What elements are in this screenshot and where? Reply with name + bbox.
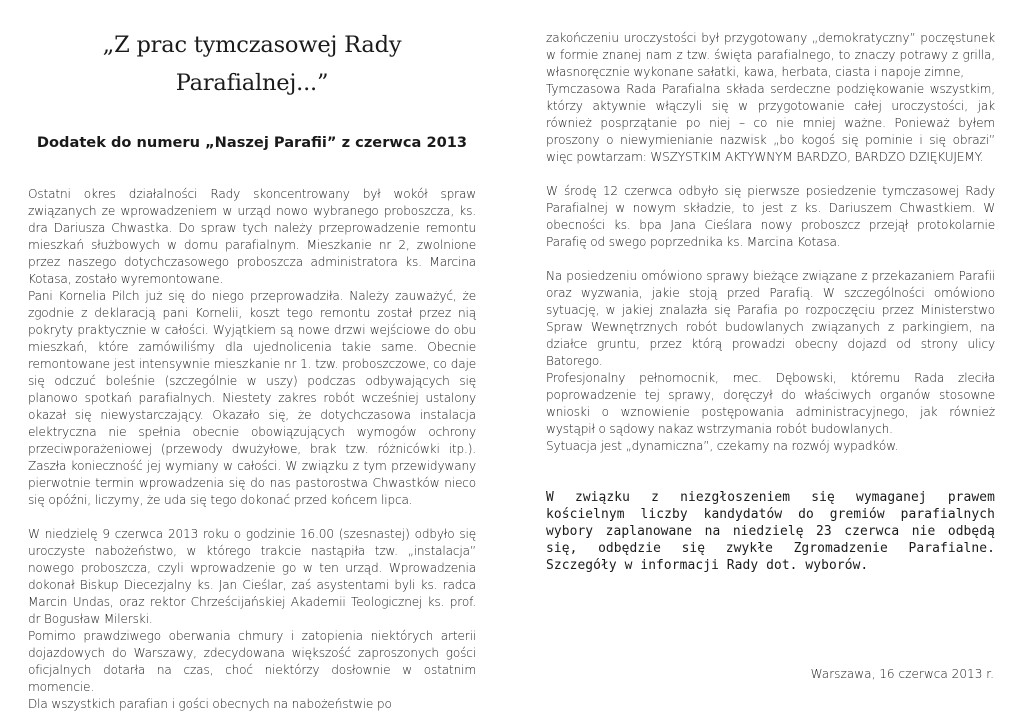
paragraph: Pomimo prawdziwego oberwania chmury i zatopienia niektórych arterii dojazdowych do Warszawy, zdecydowana większość zaproszonych gości oficjalnych dotarła na czas, choć niektórzy dosłownie w ostatnim momencie. [28,629,476,694]
paragraph-gap [546,251,995,268]
left-column-body [28,186,476,713]
right-column [546,30,995,574]
paragraph: W niedzielę 9 czerwca 2013 roku o godzinie 16.00 (szesnastej) odbyło się uroczyste nabożeństwo, w którego trakcie nastąpiła tzw. „instalacja” nowego proboszcza, czyli wprowadzenie go w ten urząd. Wprowadzenia dokonał Biskup Diecezjalny ks. Jan Cieślar, zaś asystentami byli ks. radca Marcin Undas, oraz rektor Chrześcijańskiej Akademii Teologicznej ks. prof. dr Bogusław Milerski. [28,527,476,626]
left-column [28,26,476,713]
paragraph: Pani Kornelia Pilch już się do niego przeprowadziła. Należy zauważyć, że zgodnie z deklaracją pani Kornelii, koszt tego remontu został przez nią pokryty praktycznie w całości. Wyjątkiem są nowe drzwi wejściowe do obu mieszkań, które zamówiliśmy dla ujednolicenia takie same. Obecnie remontowane jest intensywnie mieszkanie nr 1. tzw. proboszczowe, co daje się odczuć boleśnie (szczególnie w uszy) podczas odbywających się planowo spotkań parafialnych. Niestety zakres robót wcześniej ustalony okazał się niewystarczający. Okazało się, że dotychczasowa instalacja elektryczna nie spełnia obecnie obowiązujących wymogów ochrony przeciwporażeniowej (przewody dwużyłowe, brak tzw. różnicówki itp.). Zaszła konieczność jej wymiany w całości. W związku z tym przewidywany pierwotnie termin wprowadzenia się do nas pastorostwa Chwastków nieco się opóźni, liczymy, że uda się tego dokonać przed końcem lipca. [28,289,476,507]
paragraph: Tymczasowa Rada Parafialna składa serdeczne podziękowanie wszystkim, którzy aktywnie włączyli się w przygotowanie całej uroczystości, jak również posprzątanie po niej – co nie mniej ważne. Ponieważ byłem proszony o niewymienianie nazwisk „bo kogoś się pominie i się obrazi” więc powtarzam: WSZYSTKIM AKTYWNYM BARDZO, BARDZO DZIĘKUJEMY. [546,82,995,164]
right-column-body [546,30,995,455]
paragraph: Na posiedzeniu omówiono sprawy bieżące związane z przekazaniem Parafii oraz wyzwania, jakie stoją przed Parafią. W szczególności omówiono sytuację, w jakiej znalazła się Parafia po rozpoczęciu przez Ministerstwo Spraw Wewnętrznych robót budowlanych związanych z parkingiem, na działce gruntu, przez którą prowadzi obecny dojazd od strony ulicy Batorego. [546,269,995,368]
paragraph: Sytuacja jest „dynamiczna”, czekamy na rozwój wypadków. [546,439,899,453]
election-notice [546,489,995,574]
paragraph-gap [28,509,476,526]
page-title: „Z prac tymczasowej Rady Parafialnej...” [102,32,402,96]
date-signature: Warszawa, 16 czerwca 2013 r. [810,667,994,681]
election-notice-text: W związku z niezgłoszeniem się wymaganej prawem kościelnym liczby kandydatów do gremiów parafialnych wybory zaplanowane na niedzielę 23 czerwca nie odbędą się, odbędzie się zwykłe Zgromadzenie Parafialne. Szczegóły w informacji Rady dot. wyborów. [546,490,995,573]
paragraph-gap [546,166,995,183]
paragraph: Profesjonalny pełnomocnik, mec. Dębowski, któremu Rada zleciła poprowadzenie tej sprawy, doręczył do właściwych organów stosowne wnioski o wznowienie postępowania administracyjnego, jak również wystąpił o sądowy nakaz wstrzymania robót budowlanych. [546,371,995,436]
paragraph: W środę 12 czerwca odbyło się pierwsze posiedzenie tymczasowej Rady Parafialnej w nowym składzie, to jest z ks. Dariuszem Chwastkiem. W obecności ks. bpa Jana Cieślara nowy proboszcz przejął protokolarnie Parafię od swego poprzednika ks. Marcina Kotasa. [546,184,995,249]
paragraph: zakończeniu uroczystości był przygotowany „demokratyczny” poczęstunek w formie znanej nam z tzw. święta parafialnego, to znaczy potrawy z grilla, własnoręcznie wykonane sałatki, kawa, herbata, ciasta i napoje zimne, [546,31,995,79]
paragraph: Dla wszystkich parafian i gości obecnych na nabożeństwie po [28,697,392,711]
paragraph: Ostatni okres działalności Rady skoncentrowany był wokół spraw związanych ze wprowadzeniem w urząd nowo wybranego proboszcza, ks. dra Dariusza Chwastka. Do spraw tych należy przeprowadzenie remontu mieszkań służbowych w domu parafialnym. Mieszkanie nr 2, zwolnione przez naszego dotychczasowego proboszcza administratora ks. Marcina Kotasa, zostało wyremontowane. [28,187,476,286]
page-subtitle: Dodatek do numeru „Naszej Parafii” z czerwca 2013 [36,134,468,151]
